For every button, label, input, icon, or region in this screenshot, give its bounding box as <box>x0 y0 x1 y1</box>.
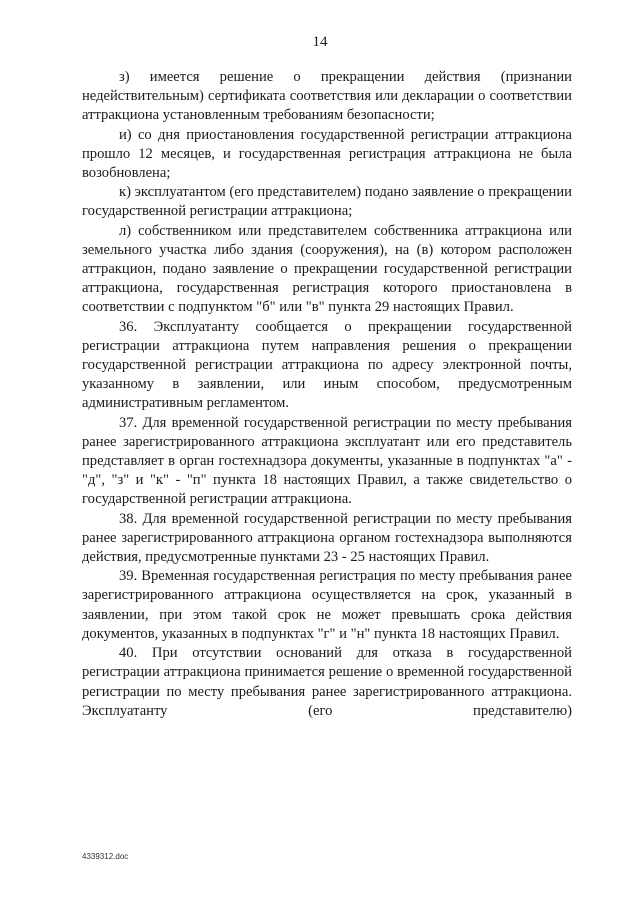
document-body <box>82 68 572 721</box>
page-number: 14 <box>312 34 328 50</box>
paragraph-i: и) со дня приостановления государственной регистрации аттракциона прошло 12 месяцев, и государственная регистрация аттракциона не была возобновлена; <box>82 126 572 182</box>
paragraph-36: 36. Эксплуатанту сообщается о прекращении государственной регистрации аттракциона путем направления решения о прекращении государственной регистрации аттракциона по адресу электронной почты, указанному в заявлении, или иным способом, предусмотренным административным регламентом. <box>82 318 572 412</box>
paragraph-38: 38. Для временной государственной регистрации по месту пребывания ранее зарегистрированного аттракциона органом гостехнадзора выполняются действия, предусмотренные пунктами 23 - 25 настоящих Правил. <box>82 510 572 566</box>
document-file-code: 4339312.doc <box>82 852 129 861</box>
paragraph-z: з) имеется решение о прекращении действия (признании недействительным) сертификата соответствия или декларации о соответствии аттракциона установленным требованиям безопасности; <box>82 69 572 124</box>
paragraph-40: 40. При отсутствии оснований для отказа в государственной регистрации аттракциона принимается решение о временной государственной регистрации по месту пребывания ранее зарегистрированного аттракциона. Эксплуатанту (его представителю) <box>82 645 572 719</box>
paragraph-k: к) эксплуатантом (его представителем) подано заявление о прекращении государственной регистрации аттракциона; <box>82 184 572 220</box>
paragraph-l: л) собственником или представителем собственника аттракциона или земельного участка либо здания (сооружения), на (в) котором расположен аттракцион, подано заявление о прекращении государственной регистрации аттракциона, государственная регистрация которого приостановлена в соответствии с подпунктом "б" или "в" пункта 29 настоящих Правил. <box>82 222 572 316</box>
paragraph-37: 37. Для временной государственной регистрации по месту пребывания ранее зарегистрированного аттракциона эксплуатант или его представитель представляет в орган гостехнадзора документы, указанные в подпунктах "а" - "д", "з" и "к" - "п" пункта 18 настоящих Правил, а также свидетельство о государственной регистрации аттракциона. <box>82 414 572 508</box>
paragraph-39: 39. Временная государственная регистрация по месту пребывания ранее зарегистрированного аттракциона осуществляется на срок, указанный в заявлении, при этом такой срок не может превышать срока действия документов, указанных в подпунктах "г" и "н" пункта 18 настоящих Правил. <box>82 568 572 642</box>
